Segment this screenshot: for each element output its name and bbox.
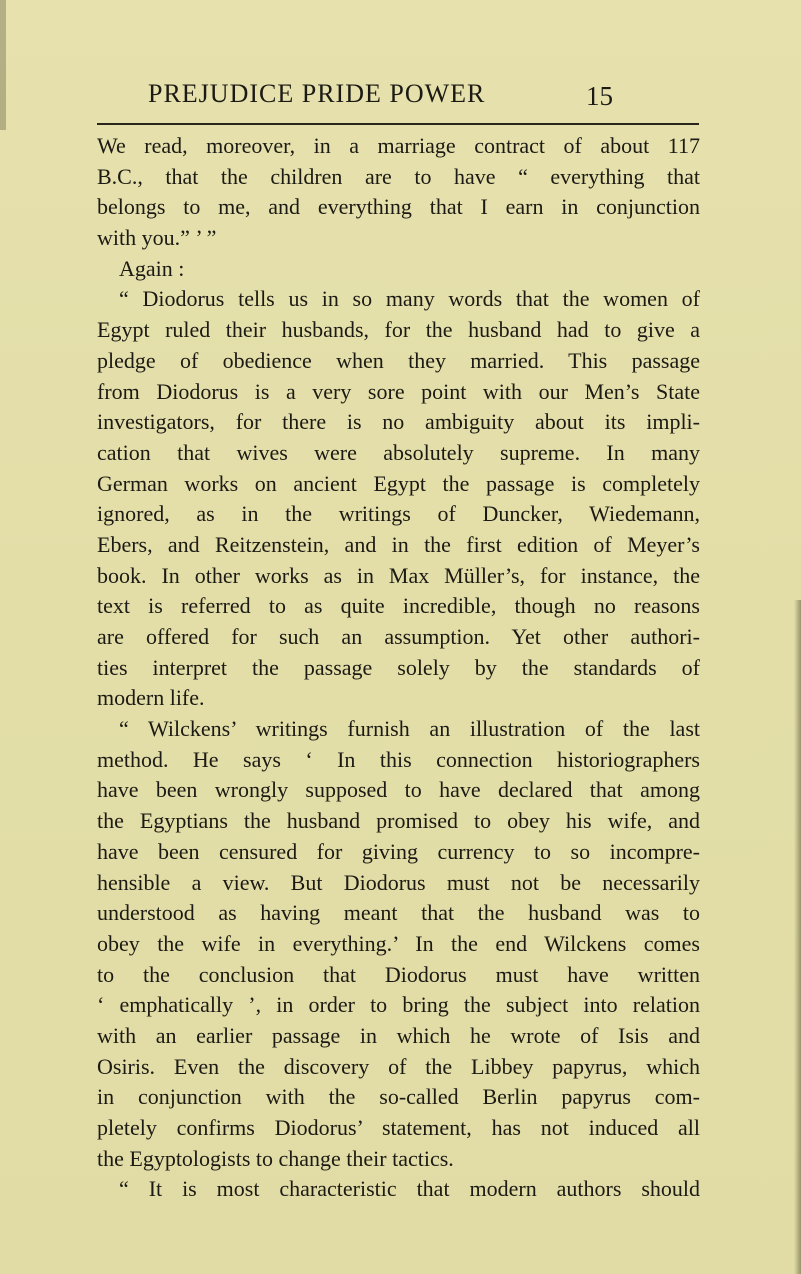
text-line: cation that wives were absolutely supreme. In many xyxy=(97,439,700,465)
text-line: We read, moreover, in a marriage contract of about 117 xyxy=(97,133,700,158)
text-line: pledge of obedience when they married. This passage xyxy=(97,347,700,373)
text-line: hensible a view. But Diodorus must not be necessarily xyxy=(97,869,700,895)
text-line: have been wrongly supposed to have declared that among xyxy=(97,777,700,803)
text-line: “ Diodorus tells us in so many words that the women of xyxy=(119,286,700,312)
text-line: B.C., that the children are to have “ everything that xyxy=(97,163,700,189)
text-line: understood as having meant that the husband was to xyxy=(97,900,700,926)
text-line: the Egyptians the husband promised to obey his wife, and xyxy=(97,808,700,834)
text-line: have been censured for giving currency to so incompre- xyxy=(97,838,700,864)
text-line: method. He says ‘ In this connection historiographers xyxy=(97,746,700,772)
running-head: PREJUDICE PRIDE POWER xyxy=(148,79,486,108)
text-line: ties interpret the passage solely by the standards of xyxy=(97,654,700,680)
text-line: from Diodorus is a very sore point with our Men’s State xyxy=(97,378,700,404)
text-line: investigators, for there is no ambiguity about its impli- xyxy=(97,409,700,435)
text-line: text is referred to as quite incredible, though no reasons xyxy=(97,593,700,619)
text-line: Again : xyxy=(119,255,185,281)
text-line: modern life. xyxy=(97,685,205,711)
text-line: Osiris. Even the discovery of the Libbey papyrus, which xyxy=(97,1053,700,1079)
text-line: German works on ancient Egypt the passage is completely xyxy=(97,470,700,496)
text-line: obey the wife in everything.’ In the end Wilckens comes xyxy=(97,930,700,956)
body-text xyxy=(97,131,700,1205)
text-line: with an earlier passage in which he wrote of Isis and xyxy=(97,1022,700,1048)
text-line: “ It is most characteristic that modern authors should xyxy=(119,1176,700,1202)
text-line: ‘ emphatically ’, in order to bring the subject into relation xyxy=(97,992,700,1018)
text-line: to the conclusion that Diodorus must have written xyxy=(97,961,700,987)
text-line: with you.” ’ ” xyxy=(97,225,217,251)
text-line: belongs to me, and everything that I earn in conjunction xyxy=(97,194,700,220)
page-edge-shadow-right xyxy=(794,600,801,1274)
header-rule xyxy=(97,123,699,125)
text-line: ignored, as in the writings of Duncker, Wiedemann, xyxy=(97,501,700,527)
text-line: Egypt ruled their husbands, for the husband had to give a xyxy=(97,317,700,343)
text-line: pletely confirms Diodorus’ statement, has not induced all xyxy=(97,1115,700,1140)
text-line: book. In other works as in Max Müller’s, for instance, the xyxy=(97,562,700,588)
text-line: are offered for such an assumption. Yet other authori- xyxy=(97,624,700,649)
text-line: the Egyptologists to change their tactics. xyxy=(97,1145,454,1171)
page-header xyxy=(0,76,801,116)
text-line: in conjunction with the so-called Berlin papyrus com- xyxy=(97,1084,700,1110)
text-line: Ebers, and Reitzenstein, and in the first edition of Meyer’s xyxy=(97,531,700,557)
text-line: “ Wilckens’ writings furnish an illustration of the last xyxy=(119,716,700,742)
page-number: 15 xyxy=(586,81,613,111)
